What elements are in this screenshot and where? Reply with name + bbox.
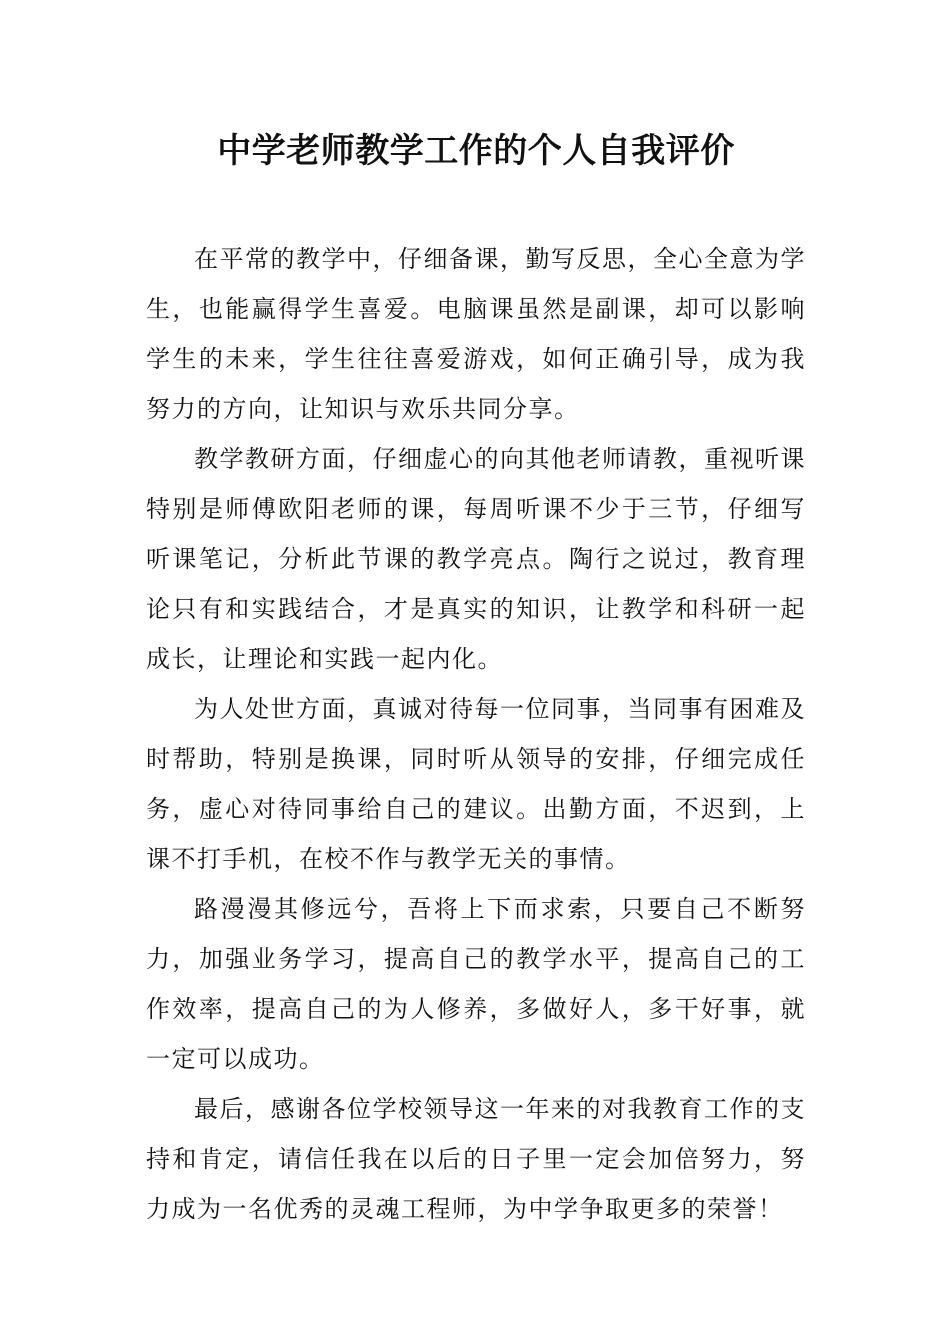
document-title: 中学老师教学工作的个人自我评价	[217, 131, 735, 171]
paragraph-4: 路漫漫其修远兮，吾将上下而求索，只要自己不断努力，加强业务学习，提高自己的教学水平，提高自己的工作效率，提高自己的为人修养，多做好人，多干好事，就一定可以成功。	[146, 895, 806, 1073]
paragraph-1: 在平常的教学中，仔细备课，勤写反思，全心全意为学生，也能赢得学生喜爱。电脑课虽然是副课，却可以影响学生的未来，学生往往喜爱游戏，如何正确引导，成为我努力的方向，让知识与欢乐共同分享。	[146, 245, 806, 423]
document-body	[146, 234, 806, 1234]
paragraph-2: 教学教研方面，仔细虚心的向其他老师请教，重视听课特别是师傅欧阳老师的课，每周听课不少于三节，仔细写听课笔记，分析此节课的教学亮点。陶行之说过，教育理论只有和实践结合，才是真实的知识，让教学和科研一起成长，让理论和实践一起内化。	[146, 445, 806, 673]
paragraph-3: 为人处世方面，真诚对待每一位同事，当同事有困难及时帮助，特别是换课，同时听从领导的安排，仔细完成任务，虚心对待同事给自己的建议。出勤方面，不迟到，上课不打手机，在校不作与教学无关的事情。	[146, 695, 806, 873]
paragraph-5: 最后，感谢各位学校领导这一年来的对我教育工作的支持和肯定，请信任我在以后的日子里一定会加倍努力，努力成为一名优秀的灵魂工程师，为中学争取更多的荣誉！	[146, 1095, 806, 1223]
